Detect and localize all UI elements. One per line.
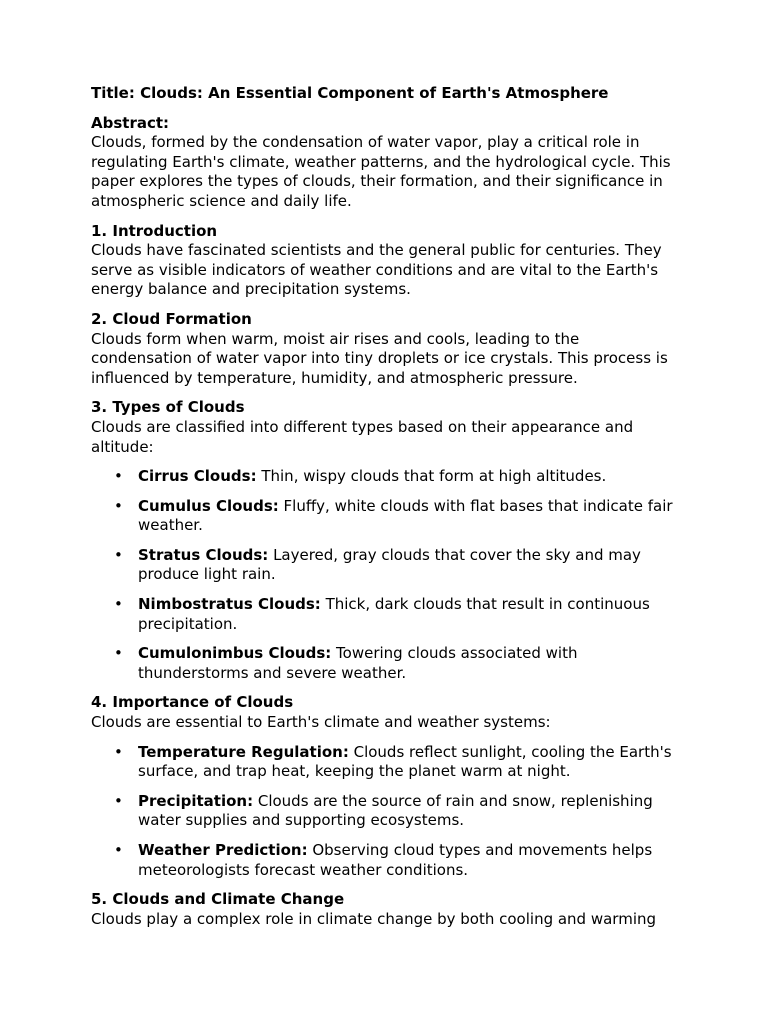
introduction-text: Clouds have fascinated scientists and the general public for centuries. They serve as visible indicators of weather conditions and are vital to the Earth's energy balance and precipitation systems. [91,241,662,299]
climate-heading: 5. Clouds and Climate Change [91,890,345,909]
list-item [91,644,683,683]
types-text: Clouds are classified into different types based on their appearance and altitude: [91,417,634,456]
list-item [91,743,683,782]
list-item [91,467,683,487]
formation-heading: 2. Cloud Formation [91,309,252,328]
list-item [91,841,683,880]
types-heading: 3. Types of Clouds [91,398,245,417]
abstract-text: Clouds, formed by the condensation of water vapor, play a critical role in regulating Earth's climate, weather patterns, and the hydrological cycle. This paper explores the types of clouds, their formation, and their significance in atmospheric science and daily life. [91,133,671,210]
bullet-icon: • [114,644,123,663]
importance-heading: 4. Importance of Clouds [91,693,294,712]
introduction-heading: 1. Introduction [91,221,218,240]
list-item-desc: Observing cloud types and movements helps meteorologists forecast weather conditions. [138,841,653,879]
list-item [91,497,683,536]
document-title: Title: Clouds: An Essential Component of Earth's Atmosphere [91,84,609,102]
climate-text: Clouds play a complex role in climate change by both cooling and warming [91,909,657,928]
list-item-desc: Clouds are the source of rain and snow, replenishing water supplies and supporting ecosystems. [138,791,653,830]
bullet-icon: • [114,496,123,515]
list-item-term: Precipitation: [138,791,254,810]
list-item-term: Temperature Regulation: [138,742,349,761]
list-item-term: Cumulus Clouds: [138,496,279,515]
list-item-term: Cumulonimbus Clouds: [138,644,332,663]
list-item-desc: Fluffy, white clouds with flat bases that indicate fair weather. [138,496,673,535]
introduction-section [91,222,768,300]
bullet-icon: • [114,841,123,859]
list-item-term: Stratus Clouds: [138,545,269,564]
bullet-icon: • [114,545,123,564]
bullet-icon: • [114,742,123,761]
bullet-icon: • [114,467,123,486]
list-item-term: Cirrus Clouds: [138,467,257,486]
formation-text: Clouds form when warm, moist air rises and cools, leading to the condensation of water vapor into tiny droplets or ice crystals. This process is influenced by temperature, humidity, and atmospheric pressure. [91,329,668,387]
list-item [91,546,683,585]
importance-list [91,743,768,881]
climate-section [91,890,768,929]
bullet-icon: • [114,595,123,614]
formation-section [91,310,768,388]
list-item-term: Weather Prediction: [138,841,308,859]
list-item-term: Nimbostratus Clouds: [138,595,321,614]
list-item [91,595,683,634]
abstract-section [91,114,768,212]
list-item-desc: Clouds reflect sunlight, cooling the Earth's surface, and trap heat, keeping the planet warm at night. [138,742,672,781]
list-item [91,792,683,831]
list-item-desc: Thick, dark clouds that result in continuous precipitation. [138,595,650,633]
cloud-types-list [91,467,768,683]
abstract-heading: Abstract: [91,113,170,132]
types-section [91,398,768,683]
bullet-icon: • [114,791,123,810]
list-item-desc: Layered, gray clouds that cover the sky and may produce light rain. [138,545,641,584]
list-item-desc: Thin, wispy clouds that form at high altitudes. [256,467,607,486]
importance-text: Clouds are essential to Earth's climate and weather systems: [91,713,551,732]
importance-section [91,693,768,880]
list-item-desc: Towering clouds associated with thunderstorms and severe weather. [138,644,578,682]
